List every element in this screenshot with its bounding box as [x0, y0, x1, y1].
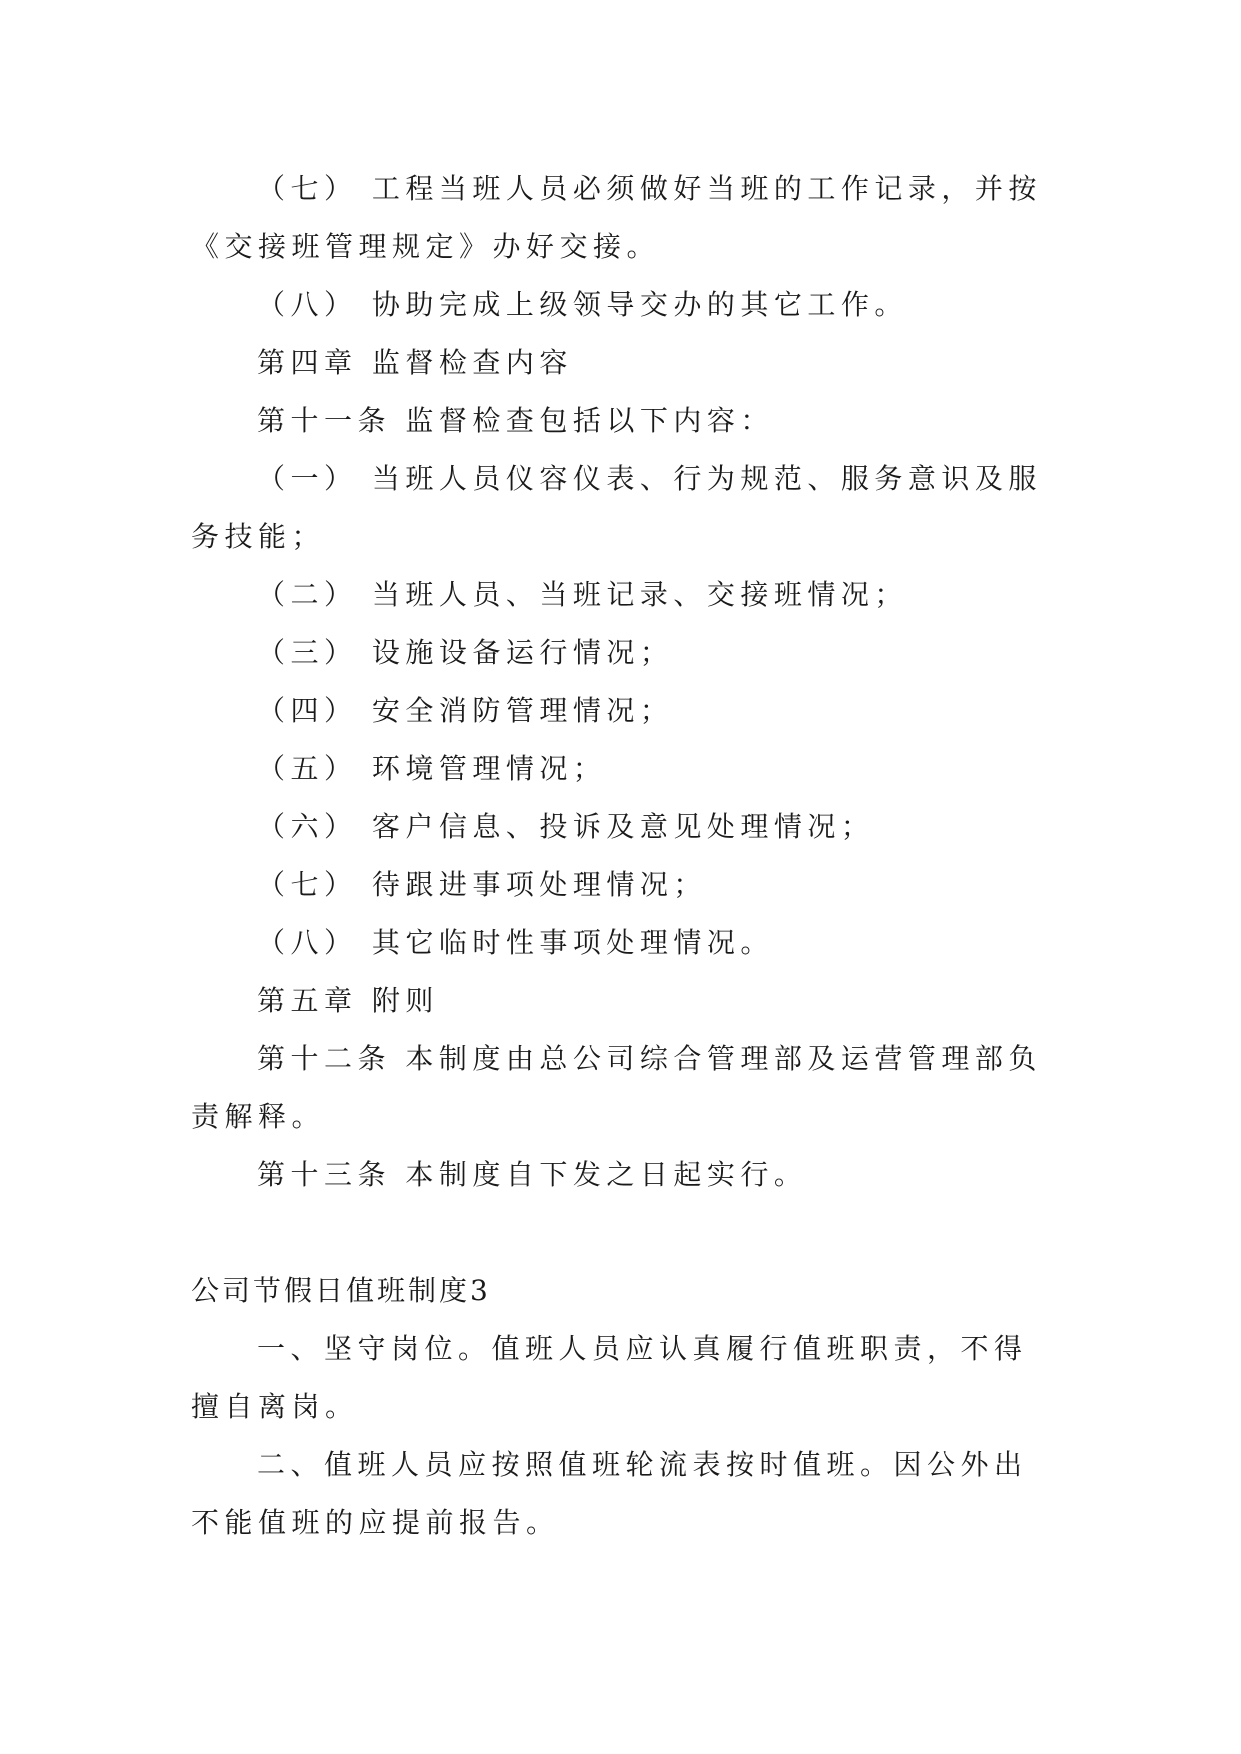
- list-item: （一） 当班人员仪容仪表、行为规范、服务意识及服务技能；: [191, 462, 1042, 553]
- list-item: （五） 环境管理情况；: [257, 752, 607, 785]
- list-item: （四） 安全消防管理情况；: [257, 694, 674, 727]
- list-item: （六） 客户信息、投诉及意见处理情况；: [257, 810, 875, 843]
- paragraph: 二、值班人员应按照值班轮流表按时值班。因公外出不能值班的应提前报告。: [191, 1448, 1028, 1539]
- list-item: （二） 当班人员、当班记录、交接班情况；: [257, 578, 908, 611]
- section-title: 公司节假日值班制度3: [191, 1274, 491, 1307]
- list-item: （七） 待跟进事项处理情况；: [257, 868, 707, 901]
- article-heading: 第十一条 监督检查包括以下内容：: [257, 404, 774, 437]
- paragraph: 第十二条 本制度由总公司综合管理部及运营管理部负责解释。: [191, 1042, 1042, 1133]
- section-spacer: [191, 1204, 1056, 1262]
- chapter-heading: 第五章 附则: [257, 984, 439, 1017]
- list-item: （八） 其它临时性事项处理情况。: [257, 926, 774, 959]
- list-item: （三） 设施设备运行情况；: [257, 636, 674, 669]
- chapter-heading: 第四章 监督检查内容: [257, 346, 573, 379]
- paragraph: 第十三条 本制度自下发之日起实行。: [257, 1158, 808, 1191]
- paragraph: （八） 协助完成上级领导交办的其它工作。: [257, 288, 908, 321]
- paragraph: 一、坚守岗位。值班人员应认真履行值班职责，不得擅自离岗。: [191, 1332, 1028, 1423]
- paragraph: （七） 工程当班人员必须做好当班的工作记录，并按《交接班管理规定》办好交接。: [191, 172, 1042, 263]
- document-body: [191, 160, 1056, 1552]
